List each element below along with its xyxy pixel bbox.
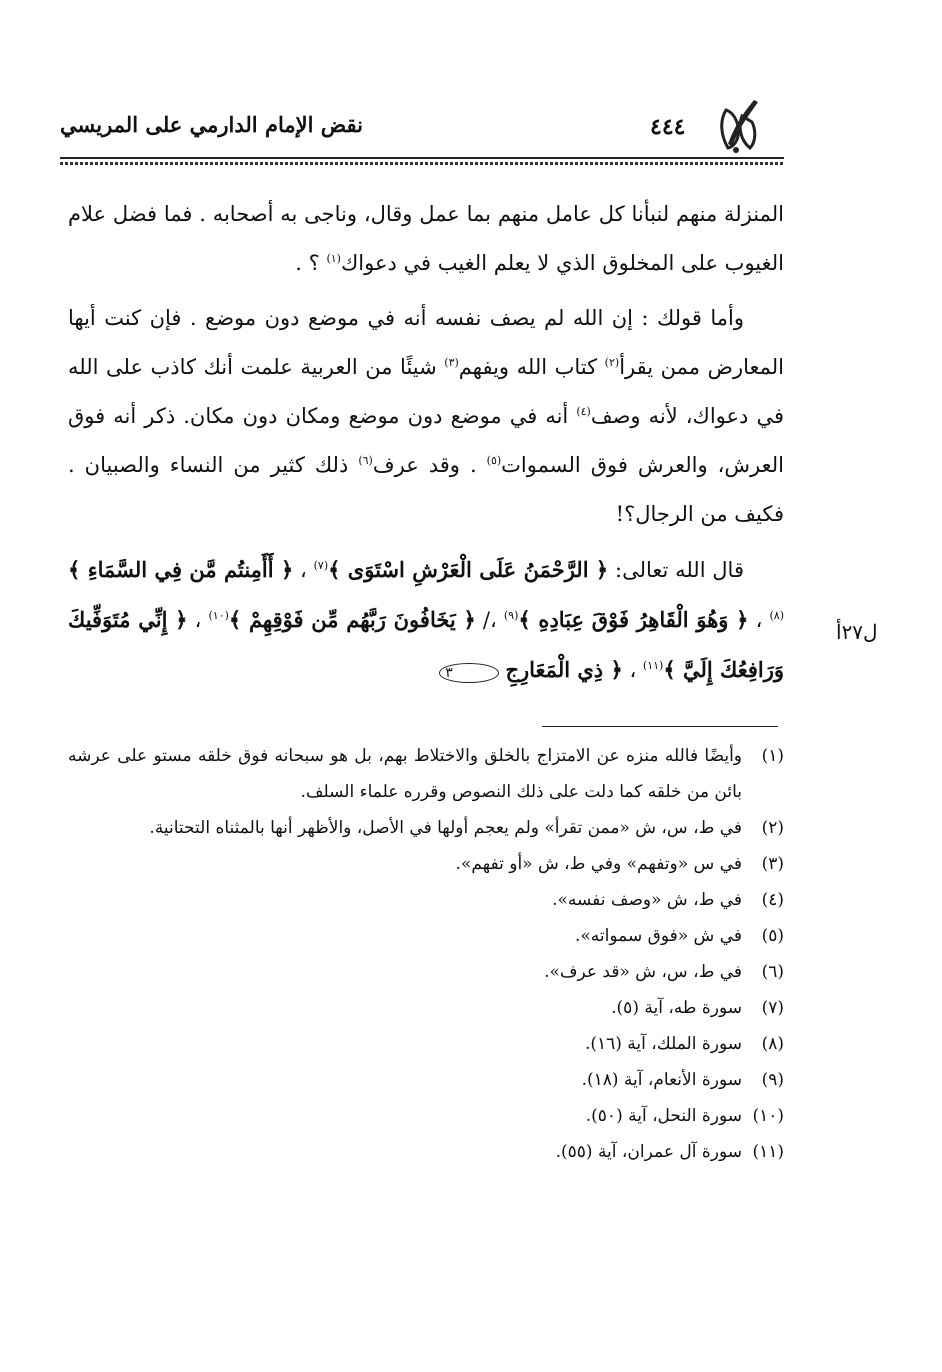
footnote-ref: (٤) — [576, 405, 591, 418]
footnote-separator — [542, 726, 778, 727]
text-run: . وقد عرف — [372, 453, 487, 477]
paragraph-1 — [68, 190, 784, 288]
page-header — [60, 96, 784, 158]
footnote-ref: (٣) — [444, 356, 459, 369]
footnote-ref: (٢) — [604, 356, 620, 369]
text-run: ؟ . — [295, 251, 327, 275]
quran-verse: ﴿ يَخَافُونَ رَبَّهُم مِّن فَوْقِهِمْ ﴾ — [228, 607, 476, 632]
separator: ، — [293, 558, 314, 582]
continuation-mark: ٣ — [439, 663, 499, 683]
footnote: (٩) سورة الأنعام، آية (١٨). — [581, 1070, 784, 1090]
footnote-ref: (٩) — [503, 609, 519, 622]
footnote: (٢) في ط، س، ش «ممن تقرأ» ولم يعجم أولها في الأصل، والأظهر أنها بالمثناه التحتانية. — [149, 818, 784, 838]
footnote: (١٠) سورة النحل، آية (٥٠). — [585, 1106, 784, 1126]
footnote: (٣) في س «وتفهم» وفي ط، ش «أو تفهم». — [455, 854, 784, 874]
footnote: (٥) في ش «فوق سمواته». — [575, 926, 784, 946]
text-run: قال الله تعالى: — [608, 558, 744, 582]
quran-verse: ﴿ إِنِّي مُتَوَفِّيكَ وَرَافِعُكَ إِلَيَّ ﴾ — [68, 607, 784, 682]
quran-verse: ﴿ ذِي الْمَعَارِجِ — [505, 657, 623, 682]
text-run: ذلك كثير من النساء والصبيان . فكيف من الرجال؟! — [68, 453, 784, 526]
header-rule — [60, 157, 784, 159]
footnote: (٧) سورة طه، آية (٥). — [611, 998, 784, 1018]
text-run: شيئًا من العربية علمت أنك كاذب على الله في دعواك، لأنه وصف — [68, 355, 784, 428]
quran-verse: ﴿ وَهُوَ الْقَاهِرُ فَوْقَ عِبَادِهِ ﴾ — [518, 607, 749, 632]
separator: ، — [622, 658, 643, 682]
footnote: (١١) سورة آل عمران، آية (٥٥). — [555, 1142, 784, 1162]
header-dotted-rule — [60, 162, 784, 165]
footnotes — [68, 738, 784, 1170]
footnote-ref: (١) — [326, 252, 341, 265]
footnote-ref: (٥) — [486, 454, 502, 467]
paragraph-2 — [68, 294, 784, 539]
footnote: (٨) سورة الملك، آية (١٦). — [584, 1034, 784, 1054]
page-number: ٤٤٤ — [650, 114, 686, 140]
footnote-ref: (١٠) — [208, 609, 229, 622]
quill-ornament-icon — [706, 96, 776, 156]
footnote-ref: (٨) — [769, 609, 784, 622]
text-run: أنه في موضع دون موضع ومكان دون مكان. ذكر أنه فوق العرش، والعرش فوق السموات — [68, 404, 785, 477]
footnote: (٤) في ط، ش «وصف نفسه». — [552, 890, 784, 910]
running-title: نقض الإمام الدارمي على المريسي — [60, 112, 363, 137]
quran-verse: ﴿ أَأَمِنتُم مَّن فِي السَّمَاءِ ﴾ — [68, 557, 294, 582]
folio-margin-note: ل٢٧أ — [836, 620, 878, 644]
text-run: كتاب الله ويفهم — [458, 355, 605, 379]
text-run: المنزلة منهم لنبأنا كل عامل منهم بما عمل وقال، وناجى به أصحابه . فما فضل علام الغيوب على المخلوق الذي لا يعلم الغيب في دعواك — [68, 202, 784, 275]
separator: ،/ — [475, 608, 504, 632]
text-run: وأما قولك : إن الله لم يصف نفسه أنه في موضع دون موضع . فإن كنت أيها المعارض ممن يقرأ — [68, 306, 784, 379]
footnote: (٦) في ط، س، ش «قد عرف». — [544, 962, 784, 982]
separator: ، — [748, 608, 770, 632]
footnote-ref: (٦) — [358, 454, 373, 467]
footnote: (١) وأيضًا فالله منزه عن الامتزاج بالخلق والاختلاط بهم، بل هو سبحانه فوق خلقه مستو على عرشه بائن من خلقه كما دلت على ذلك النصوص وقرره علماء السلف. — [68, 746, 784, 802]
paragraph-3 — [68, 545, 784, 695]
main-text — [68, 190, 784, 701]
footnote-ref: (١١) — [642, 659, 664, 672]
separator: ، — [187, 608, 209, 632]
footnote-ref: (٧) — [313, 559, 329, 572]
quran-verse: ﴿ الرَّحْمَنُ عَلَى الْعَرْشِ اسْتَوَى ﴾ — [328, 557, 609, 582]
